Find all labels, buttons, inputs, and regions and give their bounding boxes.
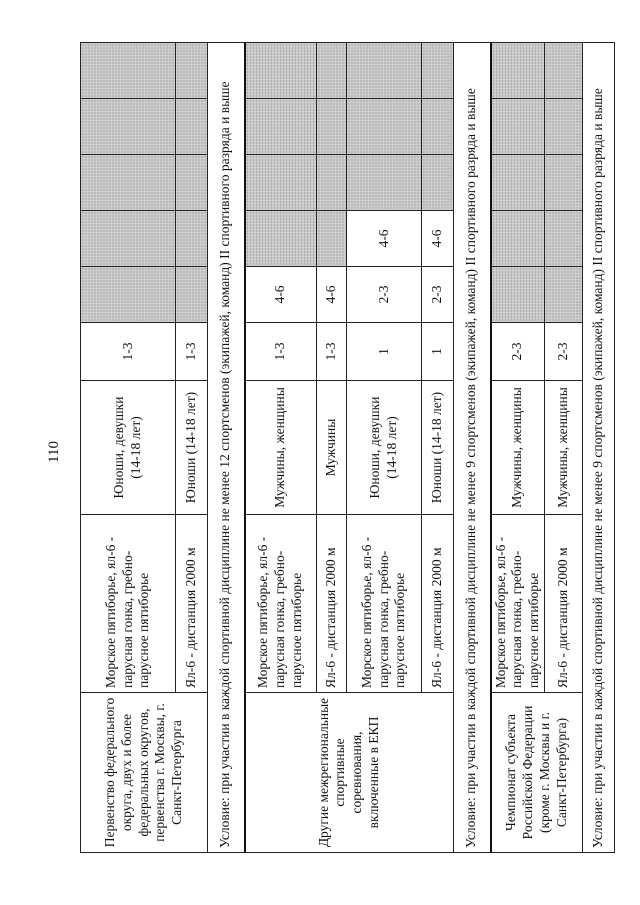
condition-cell: Условие: при участии в каждой спортивной дисциплине не менее 12 спортсменов (экипажей, команд) II спортивного разряда и выше (208, 43, 245, 853)
event-cell: Первенство федерального округа, двух и более федеральных округов, первенства г. Москвы, г. Санкт-Петербурга (81, 693, 208, 853)
shaded-cell (176, 267, 208, 323)
shaded-cell (491, 43, 545, 99)
shaded-cell (245, 43, 317, 99)
group-cell: Юноши (14-18 лет) (176, 381, 208, 515)
rotated-table-container (80, 43, 610, 853)
shaded-cell (491, 99, 545, 155)
event-cell: Чемпионат субъекта Российской Федерации (кроме г. Москвы и г. Санкт-Петербурга) (491, 693, 583, 853)
group-cell: Мужчины, женщины (245, 381, 317, 515)
shaded-cell (245, 99, 317, 155)
place-cell: 1-3 (176, 323, 208, 381)
place-cell: 4-6 (347, 211, 422, 267)
shaded-cell (491, 155, 545, 211)
place-cell: 1-3 (81, 323, 176, 381)
place-cell: 2-3 (422, 267, 454, 323)
shaded-cell (245, 211, 317, 267)
group-cell: Мужчины, женщины (545, 381, 583, 515)
shaded-cell (491, 211, 545, 267)
discipline-cell: Ял-6 - дистанция 2000 м (317, 515, 347, 693)
place-cell: 4-6 (422, 211, 454, 267)
shaded-cell (317, 155, 347, 211)
shaded-cell (491, 267, 545, 323)
place-cell: 1-3 (317, 323, 347, 381)
discipline-cell: Морское пятиборье, ял-6 - парусная гонка, гребно-парусное пятиборье (347, 515, 422, 693)
group-cell: Мужчины, женщины (491, 381, 545, 515)
place-cell: 1 (347, 323, 422, 381)
shaded-cell (422, 99, 454, 155)
shaded-cell (347, 43, 422, 99)
shaded-cell (317, 211, 347, 267)
shaded-cell (81, 43, 176, 99)
sports-rank-table (80, 42, 615, 853)
shaded-cell (422, 155, 454, 211)
shaded-cell (545, 43, 583, 99)
page-number: 110 (46, 441, 62, 463)
shaded-cell (81, 99, 176, 155)
shaded-cell (317, 99, 347, 155)
discipline-cell: Ял-6 - дистанция 2000 м (545, 515, 583, 693)
shaded-cell (347, 155, 422, 211)
shaded-cell (81, 267, 176, 323)
shaded-cell (176, 211, 208, 267)
discipline-cell: Морское пятиборье, ял-6 - парусная гонка, гребно-парусное пятиборье (491, 515, 545, 693)
condition-cell: Условие: при участии в каждой спортивной дисциплине не менее 9 спортсменов (экипажей, команд) II спортивного разряда и выше (454, 43, 491, 853)
shaded-cell (545, 267, 583, 323)
shaded-cell (245, 155, 317, 211)
place-cell: 1 (422, 323, 454, 381)
shaded-cell (81, 155, 176, 211)
shaded-cell (347, 99, 422, 155)
place-cell: 2-3 (545, 323, 583, 381)
shaded-cell (545, 99, 583, 155)
group-cell: Юноши, девушки (14-18 лет) (81, 381, 176, 515)
condition-cell: Условие: при участии в каждой спортивной дисциплине не менее 9 спортсменов (экипажей, команд) II спортивного разряда и выше (583, 43, 615, 853)
shaded-cell (545, 155, 583, 211)
event-cell: Другие межрегиональные спортивные соревнования, включенные в ЕКП (245, 693, 454, 853)
group-cell: Юноши, девушки (14-18 лет) (347, 381, 422, 515)
place-cell: 1-3 (245, 323, 317, 381)
shaded-cell (176, 43, 208, 99)
discipline-cell: Морское пятиборье, ял-6 - парусная гонка, гребно-парусное пятиборье (245, 515, 317, 693)
place-cell: 4-6 (245, 267, 317, 323)
group-cell: Мужчины (317, 381, 347, 515)
shaded-cell (176, 99, 208, 155)
shaded-cell (176, 155, 208, 211)
shaded-cell (545, 211, 583, 267)
place-cell: 2-3 (491, 323, 545, 381)
shaded-cell (81, 211, 176, 267)
group-cell: Юноши (14-18 лет) (422, 381, 454, 515)
place-cell: 4-6 (317, 267, 347, 323)
discipline-cell: Ял-6 - дистанция 2000 м (422, 515, 454, 693)
discipline-cell: Морское пятиборье, ял-6 - парусная гонка, гребно-парусное пятиборье (81, 515, 176, 693)
shaded-cell (422, 43, 454, 99)
place-cell: 2-3 (347, 267, 422, 323)
shaded-cell (317, 43, 347, 99)
discipline-cell: Ял-6 - дистанция 2000 м (176, 515, 208, 693)
